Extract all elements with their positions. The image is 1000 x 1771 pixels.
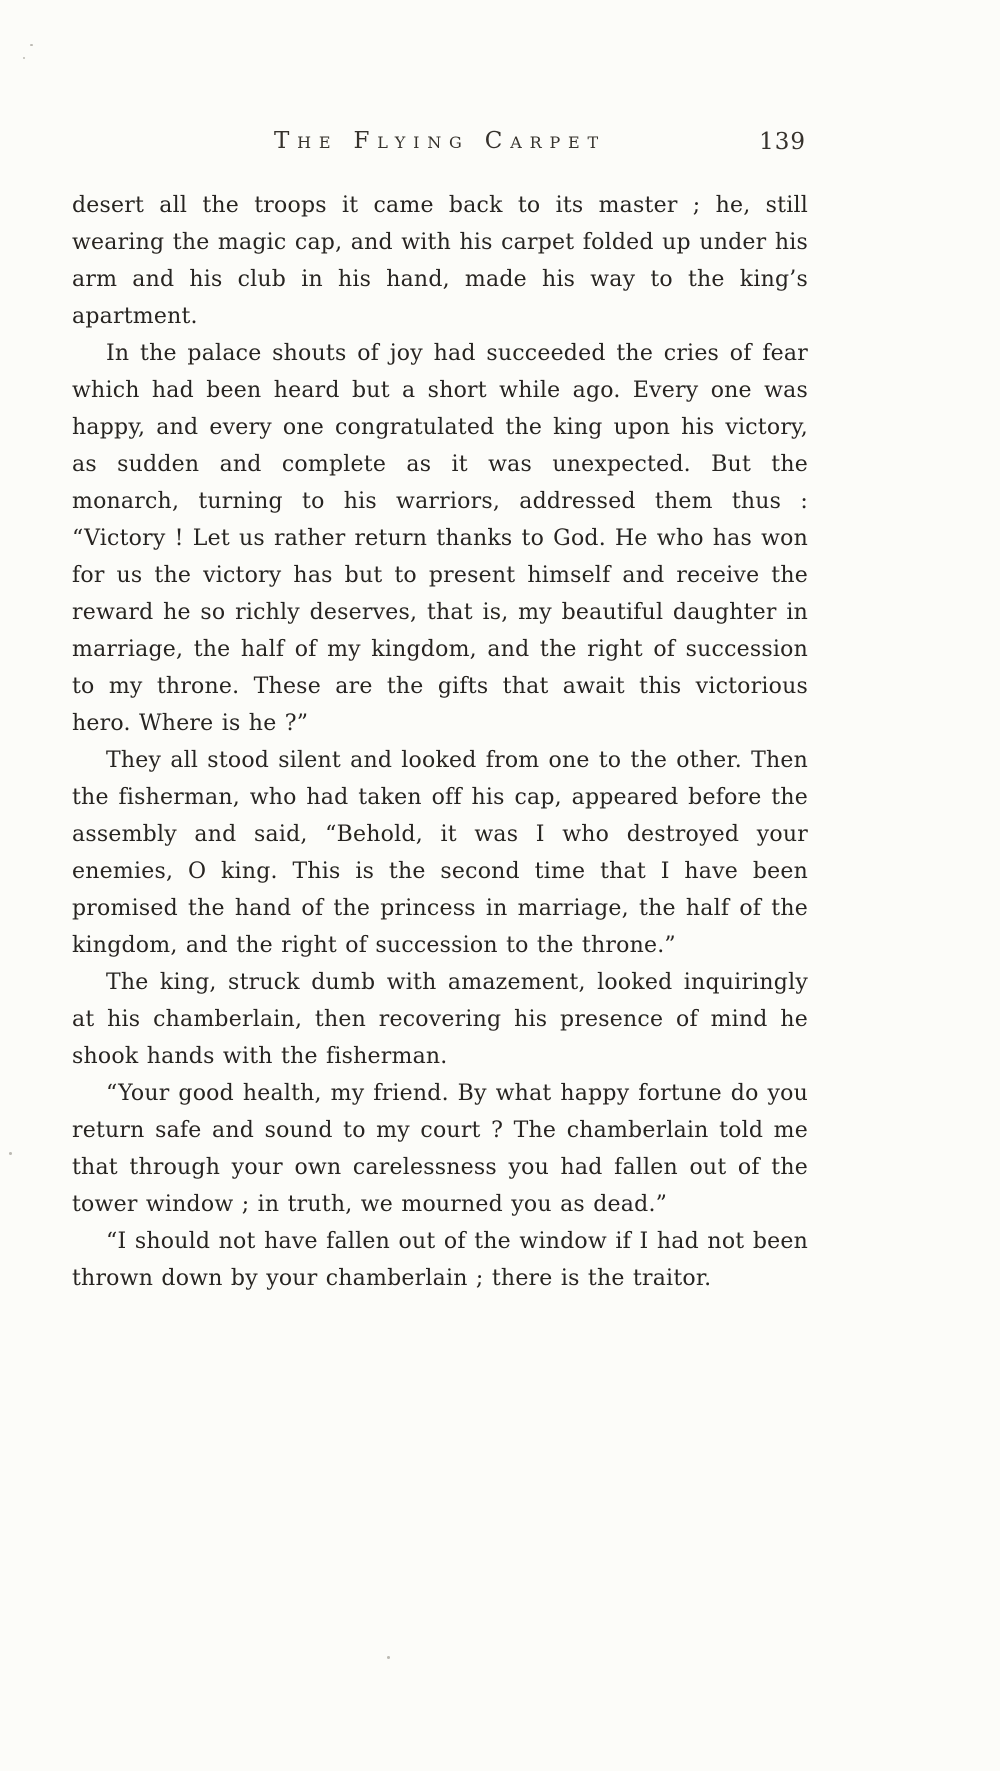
scan-speck xyxy=(9,1152,12,1155)
paragraph: The king, struck dumb with amazement, looked inquiringly at his chamberlain, then recovering his presence of mind he shook hands with the fisherman. xyxy=(72,970,808,1069)
paragraph: “Your good health, my friend. By what happy fortune do you return safe and sound to my court ? The chamberlain told me that through your own carelessness you had fallen out of the tower window ; in truth, we mourned you as dead.” xyxy=(72,1081,808,1217)
scan-speck xyxy=(23,57,25,59)
page-body xyxy=(72,187,808,1297)
paragraph: In the palace shouts of joy had succeeded the cries of fear which had been heard but a short while ago. Every one was happy, and every one congratulated the king upon his victory, as sudden and complete as it was unexpected. But the monarch, turning to his warriors, addressed them thus : “Victory ! Let us rather return thanks to God. He who has won for us the victory has but to present himself and receive the reward he so richly deserves, that is, my beautiful daughter in marriage, the half of my kingdom, and the right of succession to my throne. These are the gifts that await this victorious hero. Where is he ?” xyxy=(72,341,808,736)
running-title: The Flying Carpet xyxy=(273,128,607,154)
page-number: 139 xyxy=(759,129,806,155)
paragraph: They all stood silent and looked from one to the other. Then the fisherman, who had taken off his cap, appeared before the assembly and said, “Behold, it was I who destroyed your enemies, O king. This is the second time that I have been promised the hand of the princess in marriage, the half of the kingdom, and the right of succession to the throne.” xyxy=(72,748,808,958)
scan-speck xyxy=(387,1656,390,1659)
scan-speck xyxy=(30,44,33,46)
page-header xyxy=(72,128,808,160)
paragraph: “I should not have fallen out of the window if I had not been thrown down by your chamberlain ; there is the traitor. xyxy=(72,1229,808,1291)
paragraph: desert all the troops it came back to its master ; he, still wearing the magic cap, and with his carpet folded up under his arm and his club in his hand, made his way to the king’s apartment. xyxy=(72,193,808,329)
